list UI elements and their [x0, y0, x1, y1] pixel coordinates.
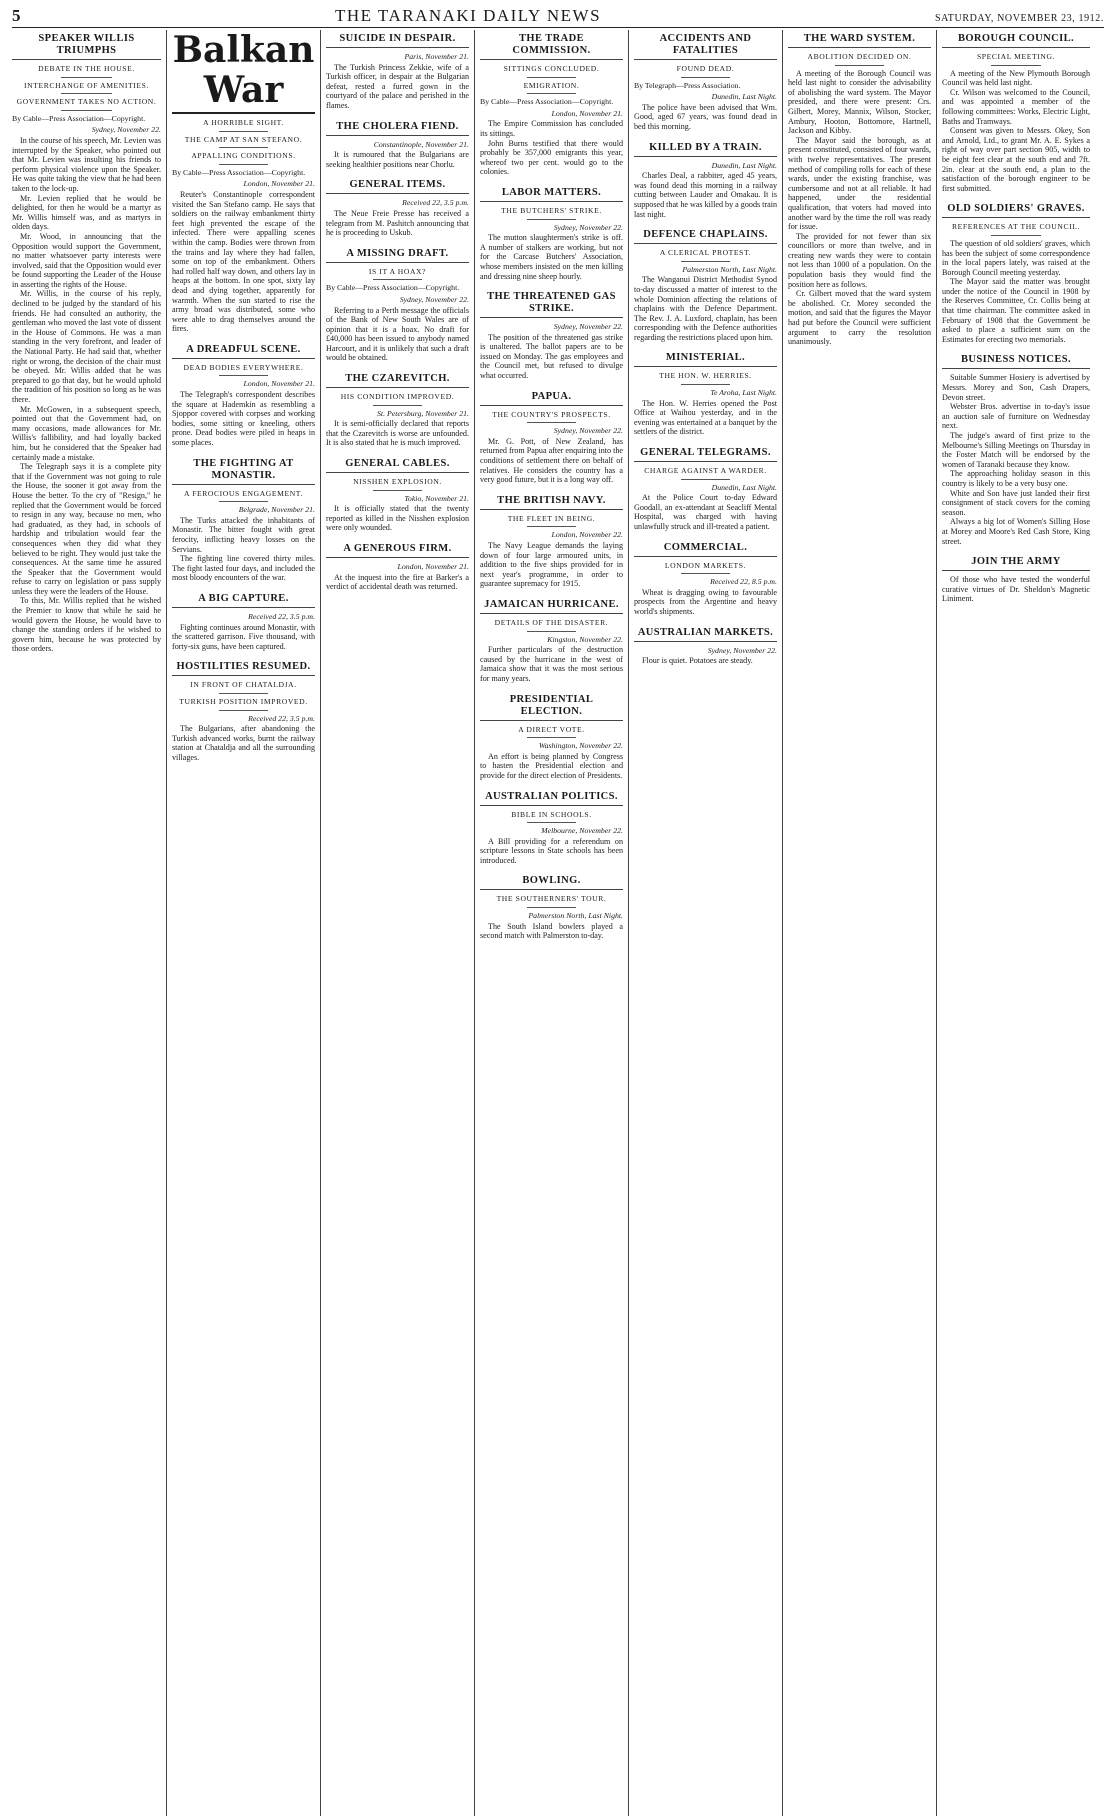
article-paragraph: It is rumoured that the Bulgarians are seeking healthier positions near Chorlu.: [326, 150, 469, 169]
article: [326, 30, 469, 111]
article-paragraph: Flour is quiet. Potatoes are steady.: [642, 656, 753, 666]
article-subheading: DEBATE IN THE HOUSE.: [38, 64, 135, 73]
article-paragraph: The police have been advised that Wm. Good, aged 67 years, was found dead in bed this morning.: [634, 102, 777, 131]
article-dateline: Received 22, 3.5 p.m.: [248, 713, 315, 723]
divider: [219, 164, 268, 165]
article: [172, 341, 315, 448]
article-subheading: CHARGE AGAINST A WARDER.: [644, 466, 767, 476]
article: [480, 872, 623, 940]
issue-date: SATURDAY, NOVEMBER 23, 1912.: [934, 13, 1104, 24]
column: [166, 30, 320, 1816]
article-paragraph: A meeting of the New Plymouth Borough Council was held last night.: [942, 68, 1090, 88]
article-headline: A BIG CAPTURE.: [172, 590, 315, 608]
article-subheading: SPECIAL MEETING.: [976, 52, 1056, 61]
article-dateline: Palmerston North, Last Night.: [528, 911, 623, 921]
article-dateline: Kingston, November 22.: [547, 634, 623, 644]
article-paragraph: The Navy League demands the laying down of four large armoured units, in addition to the five ships provided for in next year's programme, in order to guarantee supremacy for 1915.: [480, 541, 623, 589]
article-byline: By Cable—Press Association—Copyright.: [480, 97, 614, 107]
article: [326, 540, 469, 592]
article-headline: PAPUA.: [480, 388, 623, 406]
article-subheading: REFERENCES AT THE COUNCIL.: [952, 222, 1080, 232]
article: [634, 226, 777, 342]
article-headline: HOSTILITIES RESUMED.: [172, 658, 315, 676]
article-paragraph: Fighting continues around Monastir, with the scattered garrison. Five thousand, with forty-six guns, have been captured.: [172, 622, 315, 651]
column: [474, 30, 628, 1816]
page-number: 5: [12, 6, 21, 25]
article-dateline: St. Petersburg, November 21.: [377, 408, 469, 418]
article: [788, 30, 931, 347]
article-headline: BOWLING.: [480, 872, 623, 890]
article-paragraph: A meeting of the Borough Council was held last night to consider the advisability of abolishing the ward system. The Mayor presided, and there were present: Crs. Gilbert, Morey, Mannix, Wilson, Stocker, Ambury, Hooton, Bottomore, Hartnell, Jackson and Kibby.: [788, 68, 931, 136]
article-paragraph: Referring to a Perth message the officials of the Bank of New South Wales are of opinion that it is a hoax. No draft for £40,000 has been issued to anybody named Harcourt, and it is unlikely that such a draft would be obtained.: [326, 305, 469, 363]
article-dateline: Washington, November 22.: [538, 741, 623, 751]
article: [942, 200, 1090, 344]
article-dateline: Sydney, November 22.: [553, 426, 623, 436]
divider: [219, 147, 268, 148]
article: [326, 455, 469, 533]
article-subheading: THE HON. W. HERRIES.: [659, 371, 752, 381]
article-headline: DEFENCE CHAPLAINS.: [634, 226, 777, 244]
article-dateline: Tokio, November 21.: [404, 493, 469, 503]
article-paragraph: At the Police Court to-day Edward Goodall, an ex-attendant at Seacliff Mental Hospital, was charged with having unlawfully struck and ill-treated a patient.: [634, 493, 777, 531]
article-dateline: Te Aroha, Last Night.: [710, 388, 777, 398]
divider: [219, 131, 268, 132]
column: [628, 30, 782, 1816]
divider: [681, 77, 730, 78]
article: [634, 539, 777, 617]
article-subheading: A HORRIBLE SIGHT.: [203, 118, 284, 127]
article-subheading: IS IT A HOAX?: [368, 266, 427, 276]
divider: [835, 65, 884, 66]
article-headline: SPEAKER WILLIS TRIUMPHS: [12, 30, 161, 60]
divider: [61, 77, 112, 78]
divider: [527, 219, 576, 220]
divider: [681, 261, 730, 262]
article-headline: AUSTRALIAN POLITICS.: [480, 788, 623, 806]
article: [480, 492, 623, 589]
article-headline: THE FIGHTING AT MONASTIR.: [172, 455, 315, 485]
article-dateline: London, November 21.: [243, 379, 315, 389]
article-paragraph: Consent was given to Messrs. Okey, Son and Arnold, Ltd., to grant Mr. A. E. Sykes a right of way over part section 905, width to be eight feet clear at the south end and 7ft. 2in. clear at the south end, a plan to the satisfaction of the borough engineer to be first submitted.: [942, 126, 1090, 193]
article-paragraph: The provided for not fewer than six councillors or more than twelve, and in creating new wards they were to contain not less than 1000 of a population. On the population basis they would find the position here as follows.: [788, 231, 931, 289]
newspaper-title: THE TARANAKI DAILY NEWS: [334, 6, 602, 25]
article: [480, 184, 623, 281]
article-subheading: ABOLITION DECIDED ON.: [807, 52, 912, 61]
article: [172, 590, 315, 651]
article-subheading: THE SOUTHERNERS' TOUR.: [496, 894, 607, 904]
article: [480, 288, 623, 381]
article-subheading: A FEROCIOUS ENGAGEMENT.: [184, 488, 303, 498]
article-subheading: A DIRECT VOTE.: [518, 724, 585, 734]
article: [326, 370, 469, 448]
article-byline: By Cable—Press Association—Copyright.: [172, 167, 306, 177]
article-byline: By Cable—Press Association—Copyright.: [12, 113, 146, 123]
article-headline: PRESIDENTIAL ELECTION.: [480, 691, 623, 721]
divider: [681, 384, 730, 385]
article-subheading: EMIGRATION.: [523, 80, 580, 90]
article: [480, 596, 623, 684]
column: [936, 30, 1090, 1816]
article-dateline: Sydney, November 22.: [553, 322, 623, 332]
article-headline: GENERAL ITEMS.: [326, 176, 469, 194]
article-headline: A DREADFUL SCENE.: [172, 341, 315, 359]
article-dateline: London, November 22.: [551, 530, 623, 540]
divider: [527, 93, 576, 94]
divider: [527, 77, 576, 78]
article-paragraph: The Hon. W. Herries opened the Post Office at Waihou yesterday, and in the evening was entertained at a banquet by the settlers of the district.: [634, 398, 777, 437]
article-paragraph: Cr. Wilson was welcomed to the Council, and was appointed a member of the following committees: Works, Electric Light, Baths and Tramways.: [942, 87, 1090, 126]
article-paragraph: Webster Bros. advertise in to-day's issue an auction sale of furniture on Wednesday next.: [942, 402, 1090, 431]
article-subheading: APPALLING CONDITIONS.: [191, 151, 296, 161]
article-dateline: Sydney, November 22.: [91, 125, 161, 135]
article: [634, 30, 777, 132]
article-dateline: Constantinople, November 21.: [373, 139, 469, 149]
divider: [527, 526, 576, 527]
article-headline: AUSTRALIAN MARKETS.: [634, 624, 777, 642]
divider: [219, 375, 268, 376]
divider: [681, 479, 730, 480]
divider: [219, 693, 268, 694]
article-subheading: FOUND DEAD.: [676, 64, 735, 73]
article: [480, 788, 623, 866]
article-dateline: Dunedin, Last Night.: [711, 92, 777, 102]
article-headline: A MISSING DRAFT.: [326, 245, 469, 263]
article-paragraph: Mr. Willis, in the course of his reply, declined to be judged by the standard of his friends. He had consulted an authority, the gentleman who moved the last vote of dissent in the House of Commons. He was a man standing in the very forefront, and leader of the National Party. He had said that, whether right or wrong, the decision of the chair must be obeyed. Mr. Willis added that he was prepared to go that day, but he would uphold the tradition of his position so long as he was there.: [12, 289, 161, 404]
article-subheading: DEAD BODIES EVERYWHERE.: [183, 362, 304, 372]
article-paragraph: Suitable Summer Hosiery is advertised by Messrs. Morey and Son, Cash Drapers, Devon street.: [942, 373, 1090, 402]
article-paragraph: It is officially stated that the twenty reported as killed in the Nisshen explosion were only wounded.: [326, 504, 469, 533]
article-subheading: DETAILS OF THE DISASTER.: [494, 617, 609, 627]
article-paragraph: Cr. Gilbert moved that the ward system be abolished. Cr. Morey seconded the motion, and said that the figures the Mayor had put before the Council were sufficient argument to carry the resolution unanimously.: [788, 289, 931, 347]
article-dateline: London, November 21.: [397, 562, 469, 571]
article: [480, 30, 623, 177]
article: [12, 30, 161, 654]
article: [942, 351, 1090, 546]
article-paragraph: To this, Mr. Willis replied that he wished the Premier to know that while he said he would govern the House, he would have to change the standing orders if he wished to govern him, because he was protected by those orders.: [12, 596, 161, 654]
article: [634, 349, 777, 437]
article-headline: BUSINESS NOTICES.: [942, 351, 1090, 369]
divider: [681, 573, 730, 574]
article: [942, 553, 1090, 604]
article-headline: KILLED BY A TRAIN.: [634, 139, 777, 157]
article-headline: OLD SOLDIERS' GRAVES.: [942, 200, 1090, 218]
article: [172, 658, 315, 762]
article-headline: THE THREATENED GAS STRIKE.: [480, 288, 623, 318]
article-paragraph: The Bulgarians, after abandoning the Turkish advanced works, burnt the railway station at Chataldja and all the surrounding villages.: [172, 724, 315, 762]
article-dateline: Sydney, November 22.: [707, 645, 777, 655]
article-headline: BOROUGH COUNCIL.: [942, 30, 1090, 48]
article-dateline: Paris, November 21.: [404, 52, 469, 61]
article-headline: THE TRADE COMMISSION.: [480, 30, 623, 60]
article-paragraph: John Burns testified that there would probably be 357,000 emigrants this year, whereof two per cent. would go to the colonies.: [480, 138, 623, 177]
article-subheading: THE COUNTRY'S PROSPECTS.: [492, 409, 611, 419]
article-dateline: Melbourne, November 22.: [541, 826, 623, 836]
article-dateline: London, November 21.: [243, 179, 315, 189]
article-headline: THE CHOLERA FIEND.: [326, 118, 469, 136]
article: [942, 30, 1090, 193]
article-dateline: Received 22, 3.5 p.m.: [402, 198, 469, 208]
article-headline: THE WARD SYSTEM.: [788, 30, 931, 48]
article-paragraph: The Empire Commission has concluded its sittings.: [480, 119, 623, 138]
article-subheading: THE FLEET IN BEING.: [507, 513, 596, 523]
article-dateline: Sydney, November 22.: [399, 294, 469, 304]
divider: [991, 235, 1041, 236]
article-headline: COMMERCIAL.: [634, 539, 777, 557]
article-paragraph: The position of the threatened gas strike is unaltered. The ballot papers are to be issued on Monday. The gas employees and the Council met, but refused to divulge what occurred.: [480, 332, 623, 381]
article-headline: THE CZAREVITCH.: [326, 370, 469, 388]
article-subheading: INTERCHANGE OF AMENITIES.: [24, 80, 149, 90]
column: [782, 30, 936, 1816]
article: [634, 624, 777, 666]
article-paragraph: The judge's award of first prize to the Melbourne's Silling Meetings on Thursday in the Foster Match will be endorsed by the women of Taranaki because they know.: [942, 431, 1090, 469]
article-subheading: GOVERNMENT TAKES NO ACTION.: [16, 97, 157, 107]
article-paragraph: At the inquest into the fire at Barker's a verdict of accidental death was returned.: [326, 572, 469, 592]
article-paragraph: Charles Deal, a rabbiter, aged 45 years, was found dead this morning in a railway cutting between Lauder and Omakau. It is supposed that he was killed by a goods train last night.: [634, 171, 777, 219]
article-paragraph: The Turks attacked the inhabitants of Monastir. The bitter fought with great ferocity, inflicting heavy losses on the Servians.: [172, 515, 315, 554]
divider: [219, 710, 268, 711]
article-subheading: IN FRONT OF CHATALDJA.: [190, 680, 297, 690]
article-headline: GENERAL TELEGRAMS.: [634, 444, 777, 462]
article-dateline: Sydney, November 22.: [553, 222, 623, 232]
article-paragraph: The Mayor said the matter was brought under the notice of the Council in 1908 by the Reserves Committee, Cr. Collis being at that time chairman. The committee asked in February of 1908 that the Government be asked to place a sufficient sum on the Estimates for erecting two memorials.: [942, 277, 1090, 344]
article-paragraph: The mutton slaughtermen's strike is off. A number of stalkers are working, but not for the Carcase Butchers' Association, whose members insisted on the men killing and dressing nine sheep hourly.: [480, 233, 623, 281]
divider: [991, 65, 1041, 66]
article-paragraph: The question of old soldiers' graves, which has been the subject of some correspondence in the local papers lately, was raised at the Borough Council meeting yesterday.: [942, 238, 1090, 277]
article-headline: ACCIDENTS AND FATALITIES: [634, 30, 777, 60]
article: [326, 245, 469, 363]
column: [320, 30, 474, 1816]
article-subheading: LONDON MARKETS.: [664, 560, 747, 570]
article-headline: Balkan War: [172, 30, 315, 114]
article-subheading: TURKISH POSITION IMPROVED.: [179, 696, 308, 706]
article-headline: MINISTERIAL.: [634, 349, 777, 367]
article-paragraph: Of those who have tested the wonderful curative virtues of Dr. Sheldon's Magnetic Liniment.: [942, 575, 1090, 604]
article-dateline: Palmerston North, Last Night.: [682, 264, 777, 274]
article-paragraph: The Telegraph says it is a complete pity that if the Government was not going to rule the House, the sooner it got away from the House the better. To the cry of "Resign," he replied that the Government would be forced to resign in any way, because no men, who had graduated, as they had, in schools of hardship and tribulation would fear the consequences when they did what they believed to be right. They would just take the consequences. At the same time he assured the Speaker that the Government would refuse to carry on legislation or pass supply unless they were the leaders of the House.: [12, 462, 161, 596]
article-paragraph: The Neue Freie Presse has received a telegram from M. Pashitch announcing that he is proceeding to Uskub.: [326, 208, 469, 238]
article-headline: LABOR MATTERS.: [480, 184, 623, 202]
divider: [527, 631, 576, 632]
article-subheading: THE CAMP AT SAN STEFANO.: [184, 134, 303, 144]
article-paragraph: Mr. Wood, in announcing that the Opposition would support the Government, no matter whatsoever party interests were involved, said that the Opposition would ever be found supporting the Leader of the House in asserting the rights of the House.: [12, 231, 161, 289]
article-paragraph: Mr. Levien replied that he would be delighted, for then he would be a martyr as Mr. Willis himself was, and as martyrs in olden days.: [12, 193, 161, 232]
article: [172, 30, 315, 334]
article-paragraph: Mr. G. Pott, of New Zealand, has returned from Papua after enquiring into the conditions of settlement there on behalf of relatives. He considers the country has a very good future, but it is a long way off.: [480, 436, 623, 485]
article-paragraph: The approaching holiday season in this country is likely to be a very busy one.: [942, 469, 1090, 488]
article-subheading: A CLERICAL PROTEST.: [659, 248, 752, 258]
divider: [373, 279, 422, 280]
article: [172, 455, 315, 583]
article-subheading: BIBLE IN SCHOOLS.: [511, 809, 592, 819]
article-paragraph: The fighting line covered thirty miles. The fight lasted four days, and included the most bloody encounters of the war.: [172, 554, 315, 583]
article-paragraph: The Turkish Princess Zekkie, wife of a Turkish officer, in despair at the Bulgarian defeat, rested a furred gown in the courtyard of the palace and perished in the flames.: [326, 62, 469, 110]
masthead: [12, 6, 1104, 28]
divider: [373, 490, 422, 491]
article-dateline: Belgrade, November 21.: [238, 505, 315, 515]
divider: [61, 110, 112, 111]
article-paragraph: Reuter's Constantinople correspondent visited the San Stefano camp. He says that soldiers on the railway embankment thirty feet high prevented the escape of the infected. There were appalling scenes within the camp. Bodies were thrown from the trains and lay where they had fallen, some on top of the embankment. Others had rolled half way down, and others lay in heaps at the bottom. In one spot, sixty lay dead and dying together, apparently for warmth. When the sun started to rise the army broad was distributed, some who were able to drag themselves around the fires.: [172, 189, 315, 334]
article-headline: JAMAICAN HURRICANE.: [480, 596, 623, 614]
article-byline: By Cable—Press Association—Copyright.: [326, 283, 460, 293]
article-paragraph: In the course of his speech, Mr. Levien was interrupted by the Speaker, who pointed out that Mr. Levien was insulting his friends to perform physical violence upon the Speaker. He was quite taking the view that he had been taken to the lock-up.: [12, 135, 162, 193]
column: [12, 30, 166, 1816]
divider: [527, 907, 576, 908]
article: [634, 139, 777, 220]
article-dateline: Received 22, 8.5 p.m.: [710, 577, 777, 587]
article-paragraph: The South Island bowlers played a second match with Palmerston to-day.: [480, 921, 623, 941]
article-paragraph: A Bill providing for a referendum on scripture lessons in State schools has been introduced.: [480, 836, 623, 865]
article-headline: SUICIDE IN DESPAIR.: [326, 30, 469, 48]
article-paragraph: Wheat is dragging owing to favourable prospects from the Argentine and heavy world's shipments.: [634, 587, 777, 616]
article: [480, 388, 623, 485]
article-paragraph: An effort is being planned by Congress to hasten the Presidential election and provide for the direct election of Presidents.: [480, 751, 623, 780]
divider: [527, 822, 576, 823]
article-subheading: HIS CONDITION IMPROVED.: [340, 392, 455, 402]
article-headline: JOIN THE ARMY: [942, 553, 1090, 571]
article: [326, 118, 469, 170]
article: [480, 691, 623, 781]
column-container: [12, 30, 1104, 1816]
article-dateline: Received 22, 3.5 p.m.: [248, 611, 315, 621]
article-subheading: THE BUTCHERS' STRIKE.: [501, 205, 602, 215]
article-headline: GENERAL CABLES.: [326, 455, 469, 473]
article: [634, 444, 777, 532]
article-subheading: SITTINGS CONCLUDED.: [503, 64, 600, 73]
article-subheading: NISSHEN EXPLOSION.: [353, 477, 442, 487]
article-headline: A GENEROUS FIRM.: [326, 540, 469, 558]
divider: [527, 737, 576, 738]
article-paragraph: The Telegraph's correspondent describes the square at Hademkin as resembling a Sjoppor covered with corpses and working bodies, some sitting or kneeling, others prone. Dead bodies were piled in heaps in some places.: [172, 390, 315, 448]
divider: [373, 405, 422, 406]
article: [326, 176, 469, 237]
article-paragraph: Further particulars of the destruction caused by the hurricane in the west of Jamaica show that it was the most serious for many years.: [480, 645, 623, 683]
article-paragraph: White and Son have just landed their first consignment of stack covers for the coming season.: [942, 488, 1090, 517]
article-dateline: Dunedin, Last Night.: [711, 482, 777, 492]
article-headline: THE BRITISH NAVY.: [480, 492, 623, 510]
article-byline: By Telegraph—Press Association.: [634, 80, 741, 90]
article-dateline: London, November 21.: [551, 108, 623, 118]
divider: [61, 93, 112, 94]
article-paragraph: It is semi-officially declared that reports that the Czarevitch is worse are unfounded. It is also stated that he is much improved.: [326, 419, 469, 448]
article-paragraph: Always a big lot of Women's Silling Hose at Morey and Moore's Red Cash Store, King street.: [942, 517, 1090, 546]
article-dateline: Dunedin, Last Night.: [711, 160, 777, 170]
article-paragraph: The Mayor said the borough, as at present constituted, consisted of four wards, with twelve representatives. The present method of compiling rolls for each of these wards, under the existing franchise, was cumbersome and not at all reliable. It had happened, under the residential qualification, that voters had moved into another ward by the time the roll was ready for issue.: [788, 135, 931, 232]
article-paragraph: Mr. McGowen, in a subsequent speech, pointed out that the Government had, on many occasions, made allowances for Mr. Willis's fallibility, and had loyally backed him, but he considered that the Speaker had certainly made a mistake.: [12, 404, 161, 462]
divider: [527, 422, 576, 423]
divider: [219, 501, 268, 502]
article-paragraph: The Wanganui District Methodist Synod to-day discussed a matter of interest to the whole Dominion affecting the relations of chaplains with the Defence Department. The Rev. J. A. Luxford, chaplain, has been corresponding with the Defence authorities regarding the restrictions placed upon him.: [634, 275, 777, 342]
